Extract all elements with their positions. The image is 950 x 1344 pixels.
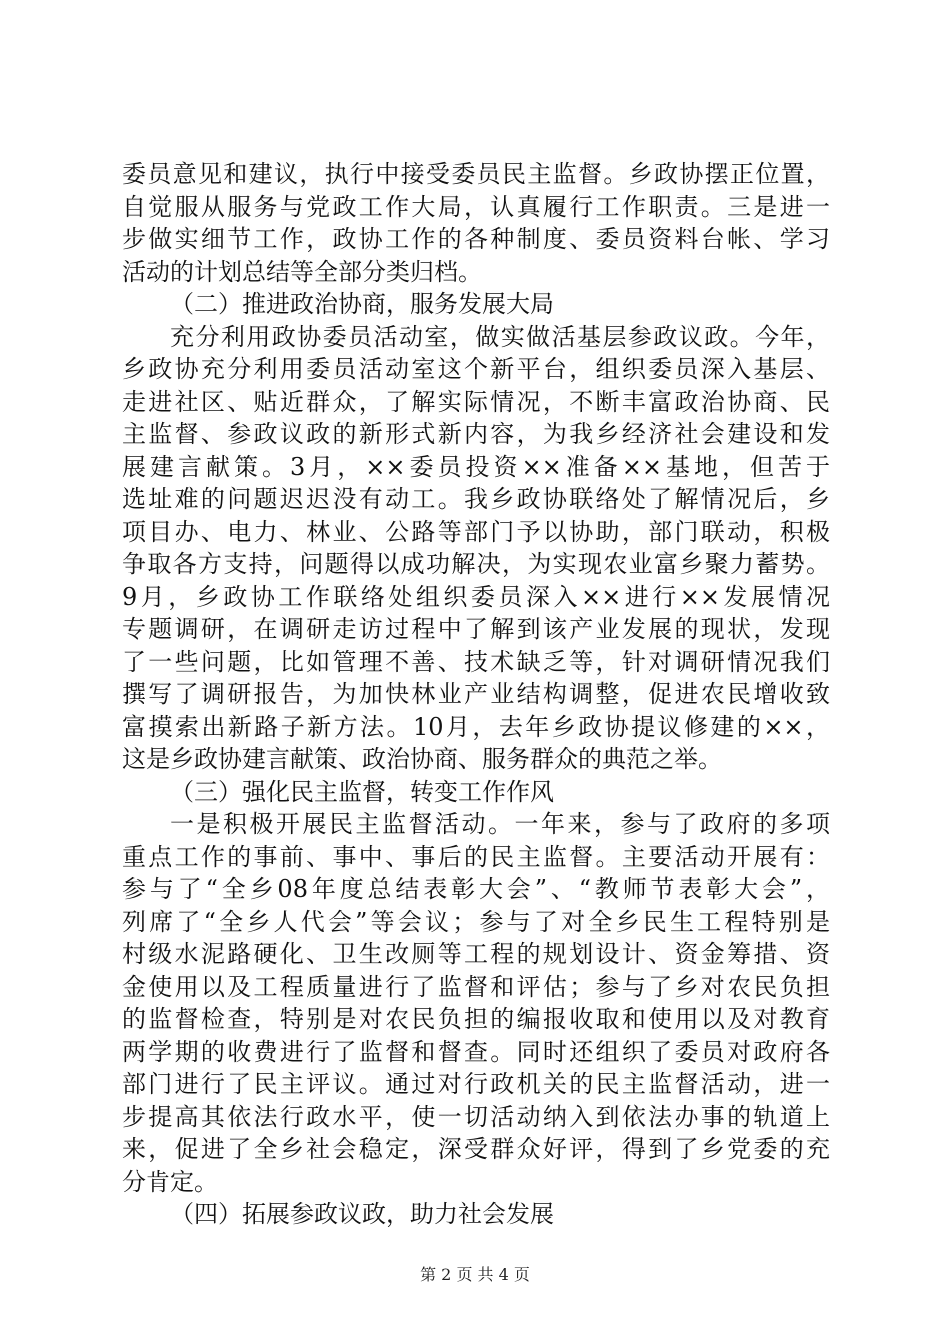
text-line: 了一些问题，比如管理不善、技术缺乏等，针对调研情况我们 bbox=[122, 647, 830, 676]
text-line: 撰写了调研报告，为加快林业产业结构调整，促进农民增收致 bbox=[122, 680, 830, 708]
text-line: 专题调研，在调研走访过程中了解到该产业发展的现状，发现 bbox=[122, 615, 830, 643]
text-line: 选址难的问题迟迟没有动工。我乡政协联络处了解情况后，乡 bbox=[122, 485, 830, 513]
text-line: 两学期的收费进行了监督和督查。同时还组织了委员对政府各 bbox=[122, 1037, 830, 1066]
text-line: 步提高其依法行政水平，使一切活动纳入到依法办事的轨道上 bbox=[122, 1102, 830, 1131]
text-line: 重点工作的事前、事中、事后的民主监督。主要活动开展有： bbox=[122, 842, 830, 871]
text-line: 活动的计划总结等全部分类归档。 bbox=[122, 257, 482, 286]
text-line: 部门进行了民主评议。通过对行政机关的民主监督活动，进一 bbox=[122, 1070, 830, 1098]
text-line: 村级水泥路硬化、卫生改厕等工程的规划设计、资金筹措、资 bbox=[122, 940, 830, 968]
text-line: 展建言献策。3月，××委员投资××准备××基地，但苦于 bbox=[122, 452, 830, 481]
document-body bbox=[122, 158, 830, 1231]
text-line: 走进社区、贴近群众，了解实际情况，不断丰富政治协商、民 bbox=[122, 387, 830, 416]
text-line: 委员意见和建议，执行中接受委员民主监督。乡政协摆正位置， bbox=[122, 160, 830, 188]
text-line: 分肯定。 bbox=[122, 1167, 218, 1196]
text-line: 富摸索出新路子新方法。10月，去年乡政协提议修建的××， bbox=[122, 712, 830, 741]
text-line: 来，促进了全乡社会稳定，深受群众好评，得到了乡党委的充 bbox=[122, 1135, 830, 1163]
text-line: 主监督、参政议政的新形式新内容，为我乡经济社会建设和发 bbox=[122, 420, 830, 448]
text-line: 这是乡政协建言献策、政治协商、服务群众的典范之举。 bbox=[122, 745, 722, 773]
text-line: 一是积极开展民主监督活动。一年来，参与了政府的多项 bbox=[170, 810, 830, 838]
text-line: 列席了“全乡人代会”等会议；参与了对全乡民生工程特别是 bbox=[122, 907, 830, 936]
text-line: 参与了“全乡08年度总结表彰大会”、“教师节表彰大会”， bbox=[122, 875, 830, 903]
section-heading: （二）推进政治协商，服务发展大局 bbox=[170, 290, 554, 318]
page-footer: 第 2 页 共 4 页 bbox=[420, 1265, 530, 1284]
section-heading: （三）强化民主监督，转变工作作风 bbox=[170, 777, 554, 806]
text-line: 自觉服从服务与党政工作大局，认真履行工作职责。三是进一 bbox=[122, 192, 830, 221]
text-line: 金使用以及工程质量进行了监督和评估；参与了乡对农民负担 bbox=[122, 972, 830, 1001]
text-line: 充分利用政协委员活动室，做实做活基层参政议政。今年， bbox=[170, 322, 830, 351]
section-heading: （四）拓展参政议政，助力社会发展 bbox=[170, 1200, 554, 1228]
text-line: 的监督检查，特别是对农民负担的编报收取和使用以及对教育 bbox=[122, 1005, 830, 1033]
text-line: 项目办、电力、林业、公路等部门予以协助，部门联动，积极 bbox=[122, 517, 830, 546]
text-line: 乡政协充分利用委员活动室这个新平台，组织委员深入基层、 bbox=[122, 355, 830, 383]
text-line: 9月，乡政协工作联络处组织委员深入××进行××发展情况 bbox=[122, 582, 830, 611]
text-line: 步做实细节工作，政协工作的各种制度、委员资料台帐、学习 bbox=[122, 225, 830, 253]
text-line: 争取各方支持，问题得以成功解决，为实现农业富乡聚力蓄势。 bbox=[122, 550, 830, 578]
